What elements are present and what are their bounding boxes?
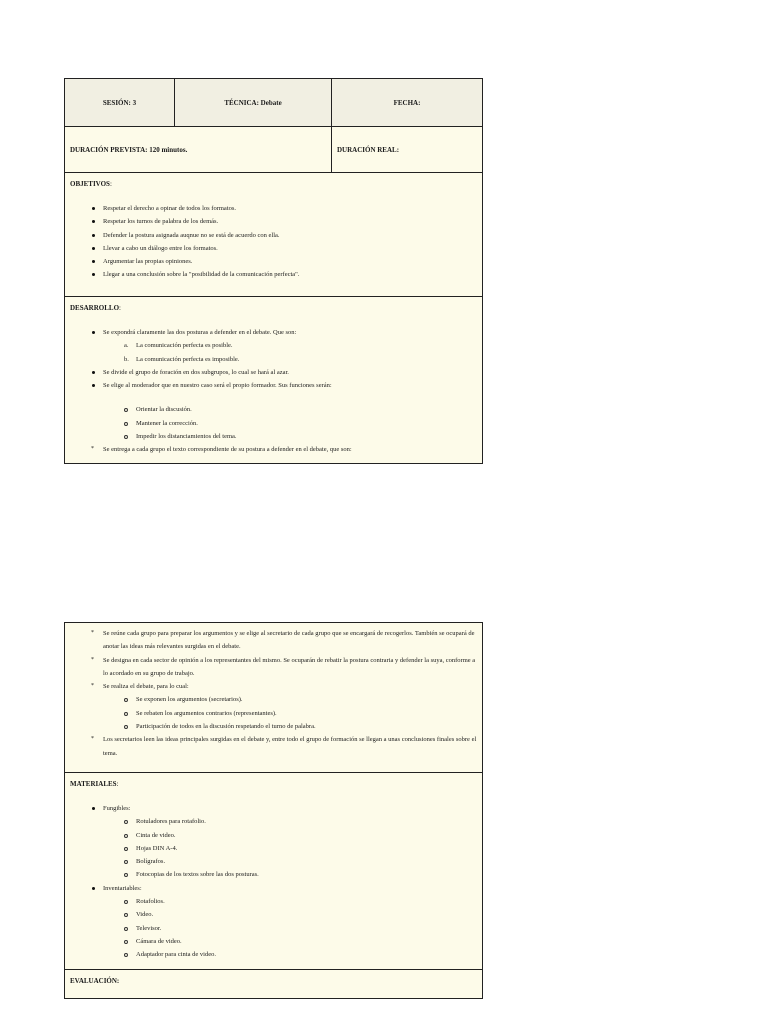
development-continued-section xyxy=(65,623,482,773)
equipment-list xyxy=(70,895,477,961)
section-title: EVALUACIÓN: xyxy=(70,977,120,985)
list-item: a. La comunicación perfecta es posible. xyxy=(124,342,233,350)
list-item: Inventariables: xyxy=(70,882,477,895)
list-item: Bolígrafos. xyxy=(70,855,477,868)
list-item: Argumentar las propias opiniones. xyxy=(70,255,477,268)
list-item: Llevar a cabo un diálogo entre los formatos. xyxy=(70,242,477,255)
list-item: Respetar el derecho a opinar de todos los formatos. xyxy=(70,202,477,215)
session-table-page-1 xyxy=(64,78,483,464)
section-title: OBJETIVOS: xyxy=(70,180,112,188)
list-item: Adaptador para cinta de video. xyxy=(70,948,477,961)
development-section xyxy=(65,297,482,462)
list-item: Hojas DIN A-4. xyxy=(70,842,477,855)
list-item: Video. xyxy=(70,908,477,921)
list-item: Mantener la corrección. xyxy=(70,417,477,430)
materials-list xyxy=(70,802,477,815)
list-item: * Se designa en cada sector de opinión a los representantes del mismo. Se ocuparán de rebatir la postura contraria y defender la suya, conforme a lo acordado en su grupo de trabajo. xyxy=(70,654,477,681)
materials-section xyxy=(65,773,482,970)
list-item: Se expondrá claramente las dos posturas a defender en el debate. Que son: xyxy=(70,326,477,339)
list-item: * Se entrega a cada grupo el texto correspondiente de su postura a defender en el debate, que son: xyxy=(70,443,477,456)
list-item: Televisor. xyxy=(70,922,477,935)
list-item: Participación de todos en la discusión respetando el turno de palabra. xyxy=(70,720,477,733)
list-item: Orientar la discusión. xyxy=(70,403,477,416)
list-item: Llegar a una conclusión sobre la "posibilidad de la comunicación perfecta". xyxy=(70,268,477,281)
objectives-section xyxy=(65,173,482,297)
list-item: Impedir los distanciamientos del tema. xyxy=(70,430,477,443)
objectives-list xyxy=(70,202,477,282)
section-title: DESARROLLO: xyxy=(70,304,121,312)
positions-list xyxy=(70,339,477,366)
technique: TÉCNICA: Debate xyxy=(175,79,332,126)
development-list-end xyxy=(70,443,477,456)
list-item: Cinta de video. xyxy=(70,829,477,842)
date-label: FECHA: xyxy=(393,98,421,107)
consumables-list xyxy=(70,815,477,881)
duration-row xyxy=(65,127,482,173)
header-row xyxy=(65,79,482,127)
list-item: * Los secretarios leen las ideas principales surgidas en el debate y, entre todo el grupo de formación se llegan a unas conclusiones finales sobre el tema. xyxy=(70,733,477,760)
materials-list-cont xyxy=(70,882,477,895)
list-item: Cámara de video. xyxy=(70,935,477,948)
list-item: Se exponen los argumentos (secretarios). xyxy=(70,693,477,706)
moderator-functions-list xyxy=(70,403,477,443)
actual-duration: DURACIÓN REAL: xyxy=(337,145,400,154)
development-continued-list xyxy=(70,627,477,693)
planned-duration: DURACIÓN PREVISTA: 120 minutos. xyxy=(65,127,332,172)
list-item: b. La comunicación perfecta es imposible. xyxy=(124,355,240,363)
list-item: Fungibles: xyxy=(70,802,477,815)
development-continued-end xyxy=(70,733,477,760)
list-item: * Se realiza el debate, para lo cual: xyxy=(70,680,477,693)
evaluation-section xyxy=(65,970,482,998)
list-item: Se elige al moderador que en nuestro caso será el propio formador. Sus funciones serán: xyxy=(70,379,477,392)
list-item: Fotocopias de los textos sobre las dos posturas. xyxy=(70,868,477,881)
list-item: Se divide el grupo de foración en dos subgrupos, lo cual se hará al azar. xyxy=(70,366,477,379)
list-item: Rotafolios. xyxy=(70,895,477,908)
section-title: MATERIALES: xyxy=(70,780,119,788)
debate-steps-list xyxy=(70,693,477,733)
session-table-page-2 xyxy=(64,622,483,999)
session-number: SESIÓN: 3 xyxy=(65,79,175,126)
list-item: Rotuladores para rotafolio. xyxy=(70,815,477,828)
development-list xyxy=(70,326,477,339)
list-item: Se rebaten los argumentos contrarios (representantes). xyxy=(70,707,477,720)
list-item: * Se reúne cada grupo para preparar los argumentos y se elige al secretario de cada grupo que se encargará de recogerlos. También se ocupará de anotar las ideas más relevantes surgidas en el debate. xyxy=(70,627,477,654)
list-item: Defender la postura asignada auqnue no se está de acuerdo con ella. xyxy=(70,229,477,242)
list-item: Respetar los turnos de palabra de los demás. xyxy=(70,215,477,228)
development-list-cont xyxy=(70,366,477,393)
